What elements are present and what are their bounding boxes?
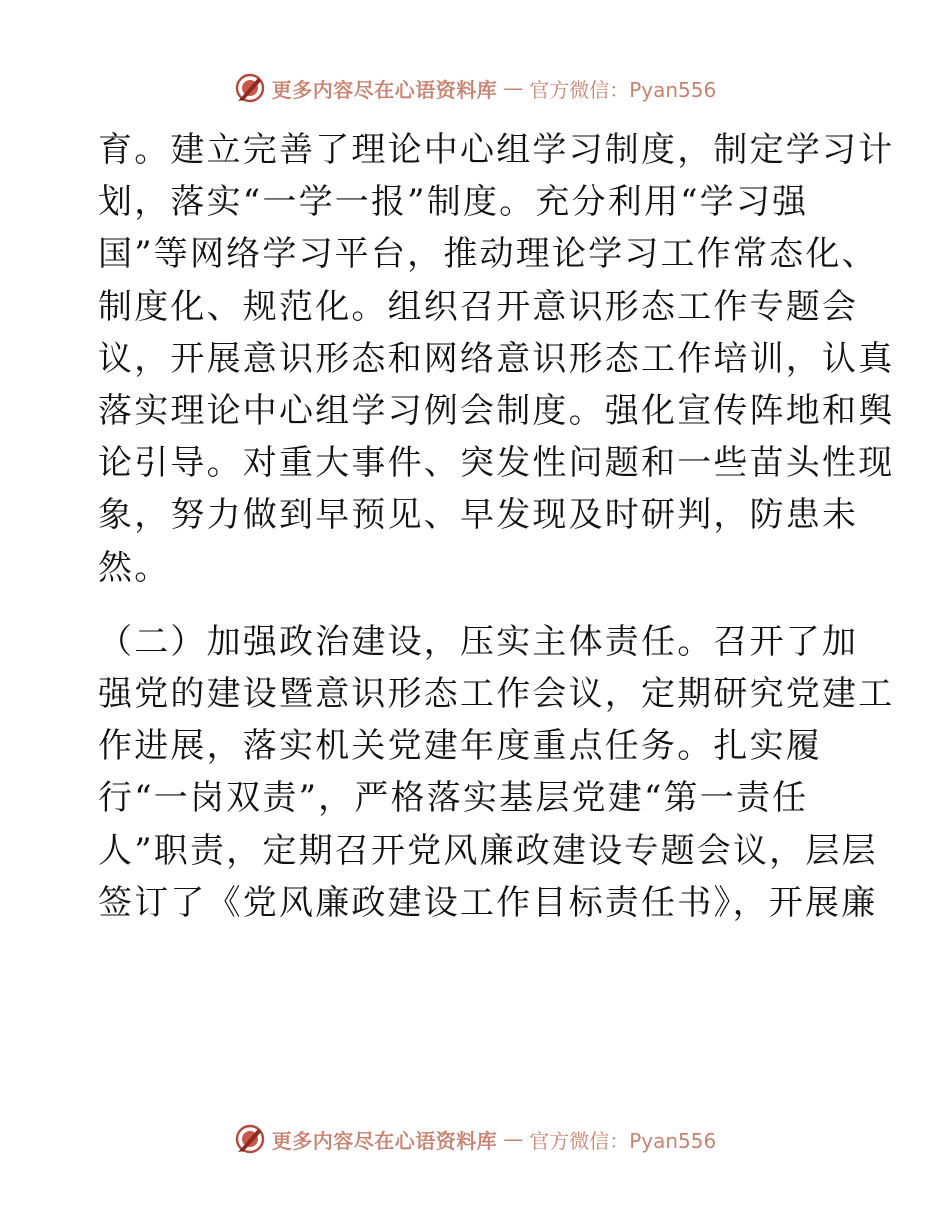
text-line: 强党的建设暨意识形态工作会议，定期研究党建工 [98,674,895,715]
watermark-separator: — [503,76,524,100]
text-line: 行“一岗双责”，严格落实基层党建“第一责任 [98,778,809,819]
text-line: 人”职责，定期召开党风廉政建设专题会议，层层 [98,830,878,871]
text-line: 然。 [98,547,171,588]
watermark-brand: 更多内容尽在心语资料库 [271,1128,498,1153]
text-line: 论引导。对重大事件、突发性问题和一些苗头性现 [98,443,895,484]
text-line: 育。建立完善了理论中心组学习制度，制定学习计 [98,130,895,170]
paragraph-1 [98,124,895,594]
text-line: （二）加强政治建设，压实主体责任。召开了加 [98,621,859,662]
text-line: 国”等网络学习平台，推动理论学习工作常态化、 [98,234,878,275]
text-line: 作进展，落实机关党建年度重点任务。扎实履 [98,726,822,767]
watermark-official-wechat: 官方微信：Pyan556 [529,1128,717,1153]
watermark-brand: 更多内容尽在心语资料库 [271,77,498,102]
brush-pen-icon [234,72,266,104]
watermark-official-wechat: 官方微信：Pyan556 [529,77,717,102]
text-line: 落实理论中心组学习例会制度。强化宣传阵地和舆 [98,391,895,432]
text-line: 制度化、规范化。组织召开意识形态工作专题会 [98,286,859,327]
document-body [98,124,895,929]
text-line: 象，努力做到早预见、早发现及时研判，防患未 [98,495,859,536]
text-line: 划，落实“一学一报”制度。充分利用“学习强 [98,182,809,223]
text-line: 议，开展意识形态和网络意识形态工作培训，认真 [98,338,895,379]
text-line: 签订了《党风廉政建设工作目标责任书》，开展廉 [98,882,878,923]
header-watermark [0,72,950,104]
footer-watermark [0,1123,950,1155]
paragraph-2 [98,616,895,929]
brush-pen-icon [234,1123,266,1155]
watermark-separator: — [503,1127,524,1151]
